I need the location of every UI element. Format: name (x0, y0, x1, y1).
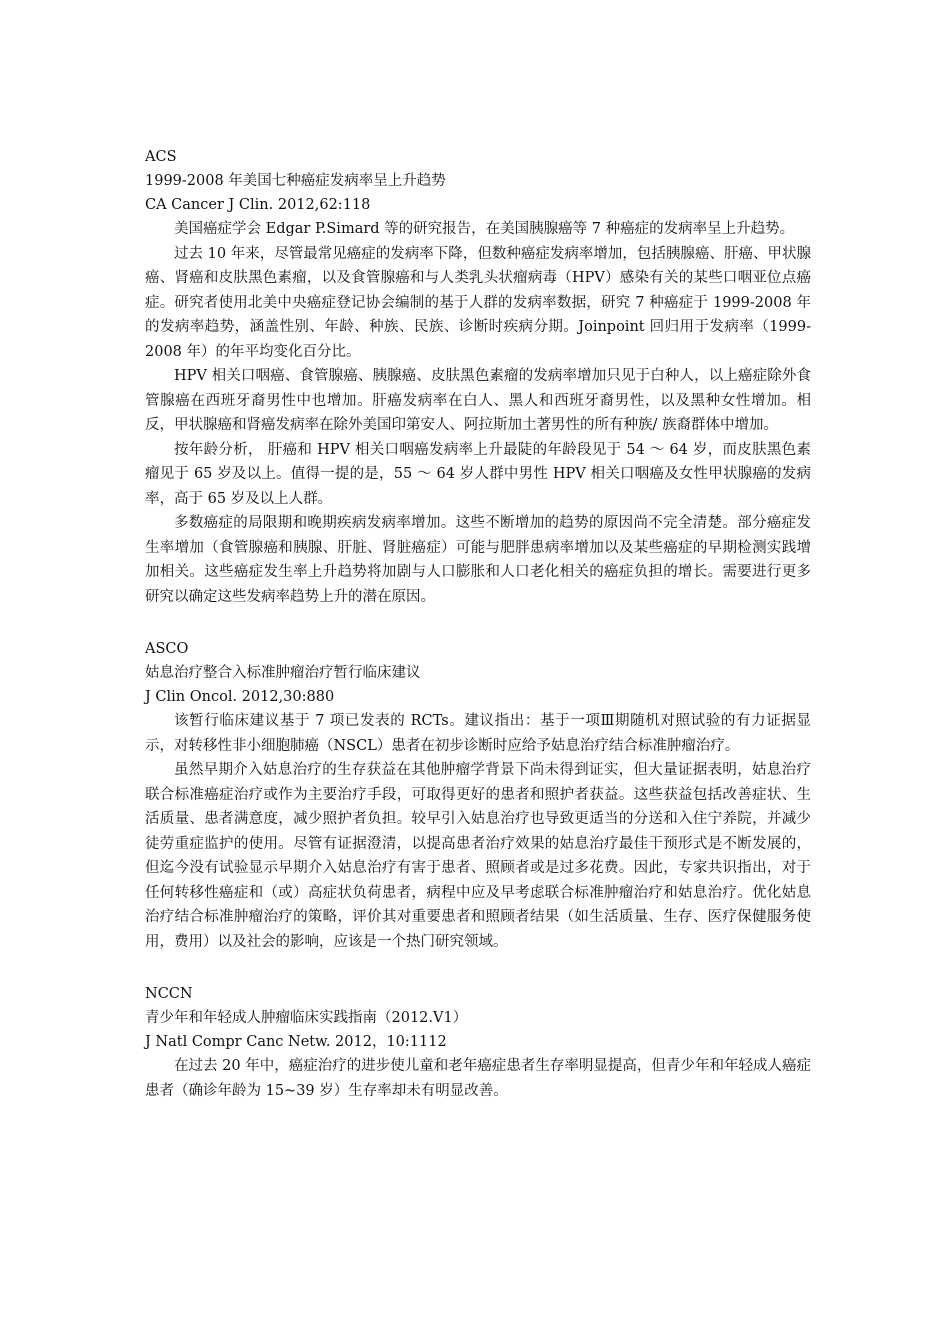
paragraph: 多数癌症的局限期和晚期疾病发病率增加。这些不断增加的趋势的原因尚不完全清楚。部分癌症发生率增加（食管腺癌和胰腺、肝脏、肾脏癌症）可能与肥胖患病率增加以及某些癌症的早期检测实践增加相关。这些癌症发生率上升趋势将加剧与人口膨胀和人口老化相关的癌症负担的增长。需要进行更多研究以确定这些发病率趋势上升的潜在原因。 (145, 515, 811, 605)
section-nccn (145, 982, 811, 1103)
section-citation: J Clin Oncol. 2012,30:880 (145, 689, 335, 705)
paragraph: 过去 10 年来，尽管最常见癌症的发病率下降，但数种癌症发病率增加，包括胰腺癌、肝癌、甲状腺癌、肾癌和皮肤黑色素瘤，以及食管腺癌和与人类乳头状瘤病毒（HPV）感染有关的某些口咽亚位点癌症。研究者使用北美中央癌症登记协会编制的基于人群的发病率数据，研究 7 种癌症于 1999-2008 年的发病率趋势，涵盖性别、年龄、种族、民族、诊断时疾病分期。Joinpoint 回归用于发病率（1999-2008 年）的年平均变化百分比。 (145, 245, 811, 360)
section-citation: J Natl Compr Canc Netw. 2012，10:1112 (145, 1034, 447, 1050)
section-org: ACS (145, 149, 177, 165)
section-citation: CA Cancer J Clin. 2012,62:118 (145, 197, 371, 213)
section-title: 1999-2008 年美国七种癌症发病率呈上升趋势 (145, 173, 446, 189)
paragraph: 该暂行临床建议基于 7 项已发表的 RCTs。建议指出：基于一项Ⅲ期随机对照试验的有力证据显示，对转移性非小细胞肺癌（NSCL）患者在初步诊断时应给予姑息治疗结合标准肿瘤治疗。 (145, 713, 811, 754)
document-page (145, 145, 811, 1131)
paragraph: 按年龄分析， 肝癌和 HPV 相关口咽癌发病率上升最陡的年龄段见于 54 ～ 64 岁，而皮肤黑色素瘤见于 65 岁及以上。值得一提的是，55 ～ 64 岁人群中男性 HPV 相关口咽癌及女性甲状腺癌的发病率，高于 65 岁及以上人群。 (145, 441, 811, 507)
paragraph: 美国癌症学会 Edgar P.Simard 等的研究报告，在美国胰腺癌等 7 种癌症的发病率呈上升趋势。 (174, 221, 795, 237)
section-org: ASCO (145, 641, 189, 657)
section-asco (145, 637, 811, 954)
section-title: 青少年和年轻成人肿瘤临床实践指南（2012.V1） (145, 1010, 468, 1026)
paragraph: 虽然早期介入姑息治疗的生存获益在其他肿瘤学背景下尚未得到证实，但大量证据表明，姑息治疗联合标准癌症治疗或作为主要治疗手段，可取得更好的患者和照护者获益。这些获益包括改善症状、生活质量、患者满意度，减少照护者负担。较早引入姑息治疗也导致更适当的分送和入住宁养院，并减少徒劳重症监护的使用。尽管有证据澄清，以提高患者治疗效果的姑息治疗最佳干预形式是不断发展的，但迄今没有试验显示早期介入姑息治疗有害于患者、照顾者或是过多花费。因此，专家共识指出，对于任何转移性癌症和（或）高症状负荷患者，病程中应及早考虑联合标准肿瘤治疗和姑息治疗。优化姑息治疗结合标准肿瘤治疗的策略，评价其对重要患者和照顾者结果（如生活质量、生存、医疗保健服务使用，费用）以及社会的影响，应该是一个热门研究领域。 (145, 762, 811, 950)
section-title: 姑息治疗整合入标准肿瘤治疗暂行临床建议 (145, 665, 421, 681)
section-acs (145, 145, 811, 609)
section-org: NCCN (145, 986, 193, 1002)
paragraph: 在过去 20 年中，癌症治疗的进步使儿童和老年癌症患者生存率明显提高，但青少年和年轻成人癌症患者（确诊年龄为 15~39 岁）生存率却未有明显改善。 (145, 1058, 811, 1099)
paragraph: HPV 相关口咽癌、食管腺癌、胰腺癌、皮肤黑色素瘤的发病率增加只见于白种人，以上癌症除外食管腺癌在西班牙裔男性中也增加。肝癌发病率在白人、黑人和西班牙裔男性，以及黑种女性增加。相反，甲状腺癌和肾癌发病率在除外美国印第安人、阿拉斯加土著男性的所有种族/ 族裔群体中增加。 (145, 368, 811, 433)
